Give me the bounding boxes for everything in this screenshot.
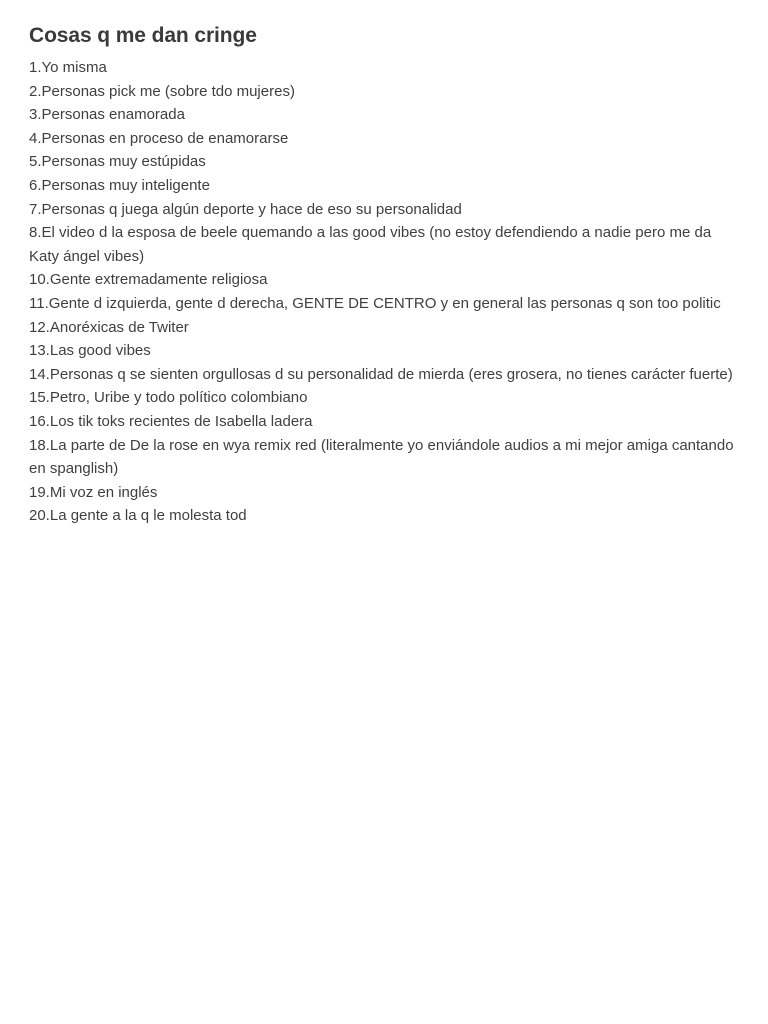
note-line[interactable]: 2.Personas pick me (sobre tdo mujeres) xyxy=(29,82,295,100)
note-line[interactable]: 10.Gente extremadamente religiosa xyxy=(29,271,268,289)
note-line[interactable]: 14.Personas q se sienten orgullosas d su personalidad de mierda (eres grosera, no tienes carácter fuerte) xyxy=(29,365,733,383)
note-line[interactable]: 13.Las good vibes xyxy=(29,342,151,360)
note-lines xyxy=(29,56,741,528)
note-body[interactable] xyxy=(29,22,741,528)
note-line[interactable]: 8.El video d la esposa de beele quemando a las good vibes (no estoy defendiendo a nadie pero me da Katy ángel vibes) xyxy=(29,224,712,265)
note-line[interactable]: 4.Personas en proceso de enamorarse xyxy=(29,129,289,147)
note-line[interactable]: 1.Yo misma xyxy=(29,59,107,76)
note-line[interactable]: 16.Los tik toks recientes de Isabella ladera xyxy=(29,412,313,430)
note-line[interactable]: 20.La gente a la q le molesta tod xyxy=(29,507,247,525)
note-line[interactable]: 15.Petro, Uribe y todo político colombiano xyxy=(29,389,308,407)
note-title[interactable]: Cosas q me dan cringe xyxy=(29,24,257,47)
note-line[interactable]: 12.Anoréxicas de Twiter xyxy=(29,318,189,336)
note-line[interactable]: 5.Personas muy estúpidas xyxy=(29,153,206,171)
note-line[interactable]: 18.La parte de De la rose en wya remix red (literalmente yo enviándole audios a mi mejor amiga cantando en spanglish) xyxy=(29,436,734,478)
note-line[interactable]: 19.Mi voz en inglés xyxy=(29,483,158,501)
note-line[interactable]: 7.Personas q juega algún deporte y hace de eso su personalidad xyxy=(29,200,462,218)
note-line[interactable]: 3.Personas enamorada xyxy=(29,106,185,124)
note-line[interactable]: 11.Gente d izquierda, gente d derecha, GENTE DE CENTRO y en general las personas q son too politic xyxy=(29,294,721,312)
note-line[interactable]: 6.Personas muy inteligente xyxy=(29,176,210,194)
